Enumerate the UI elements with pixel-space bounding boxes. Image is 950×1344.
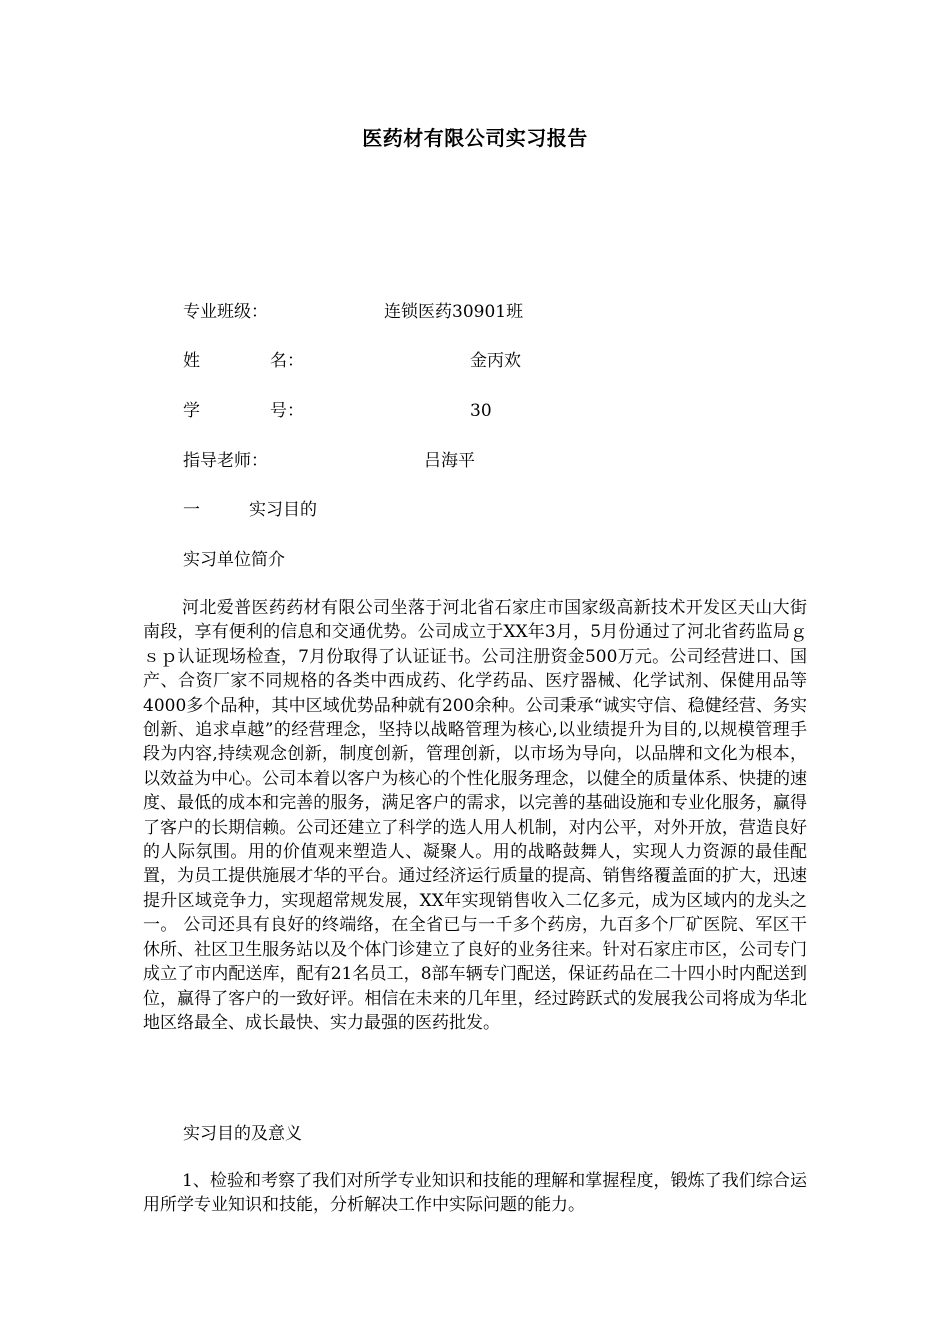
- name-label-second: 名：: [270, 351, 304, 371]
- name-value: 金丙欢: [470, 351, 521, 371]
- advisor-label: 指导老师：: [183, 451, 268, 471]
- major-label: 专业班级：: [183, 302, 268, 322]
- student-id-label-first: 学: [183, 401, 200, 421]
- advisor-value: 吕海平: [424, 451, 475, 471]
- name-label-first: 姓: [183, 351, 200, 371]
- section-number: 一: [183, 500, 200, 520]
- intro-paragraph: 河北爱普医药药材有限公司坐落于河北省石家庄市国家级高新技术开发区天山大街南段，享有便利的信息和交通优势。公司成立于XX年3月，5月份通过了河北省药监局ｇｓｐ认证现场检查，7月份取得了认证证书。公司注册资金500万元。公司经营进口、国产、合资厂家不同规格的各类中西成药、化学药品、医疗器械、化学试剂、保健用品等4000多个品种，其中区域优势品种就有200余种。公司秉承“诚实守信、稳健经营、务实创新、追求卓越”的经营理念，坚持以战略管理为核心,以业绩提升为目的,以规模管理手段为内容,持续观念创新，制度创新，管理创新，以市场为导向，以品牌和文化为根本，以效益为中心。公司本着以客户为核心的个性化服务理念，以健全的质量体系、快捷的速度、最低的成本和完善的服务，满足客户的需求，以完善的基础设施和专业化服务，赢得了客户的长期信赖。公司还建立了科学的选人用人机制，对内公平，对外开放，营造良好的人际氛围。用的价值观来塑造人、凝聚人。用的战略鼓舞人，实现人力资源的最佳配置，为员工提供施展才华的平台。通过经济运行质量的提高、销售络覆盖面的扩大，迅速提升区域竞争力，实现超常规发展，XX年实现销售收入二亿多元，成为区域内的龙头之一。 公司还具有良好的终端络，在全省已与一千多个药房，九百多个厂矿医院、军区干休所、社区卫生服务站以及个体门诊建立了良好的业务往来。针对石家庄市区，公司专门成立了市内配送库，配有21名员工，8部车辆专门配送，保证药品在二十四小时内配送到位，赢得了客户的一致好评。相信在未来的几年里，经过跨跃式的发展我公司将成为华北地区络最全、成长最快、实力最强的医药批发。: [143, 598, 807, 1033]
- section-title: 实习目的: [249, 500, 317, 520]
- purpose-paragraph: 1、检验和考察了我们对所学专业知识和技能的理解和掌握程度，锻炼了我们综合运用所学专业知识和技能，分析解决工作中实际问题的能力。: [143, 1171, 807, 1216]
- student-id-label-second: 号：: [270, 401, 304, 421]
- report-title: 医药材有限公司实习报告: [362, 126, 588, 150]
- intro-heading: 实习单位简介: [183, 550, 285, 570]
- major-value: 连锁医药30901班: [384, 302, 524, 322]
- student-id-value: 30: [470, 401, 492, 421]
- purpose-heading: 实习目的及意义: [183, 1124, 302, 1144]
